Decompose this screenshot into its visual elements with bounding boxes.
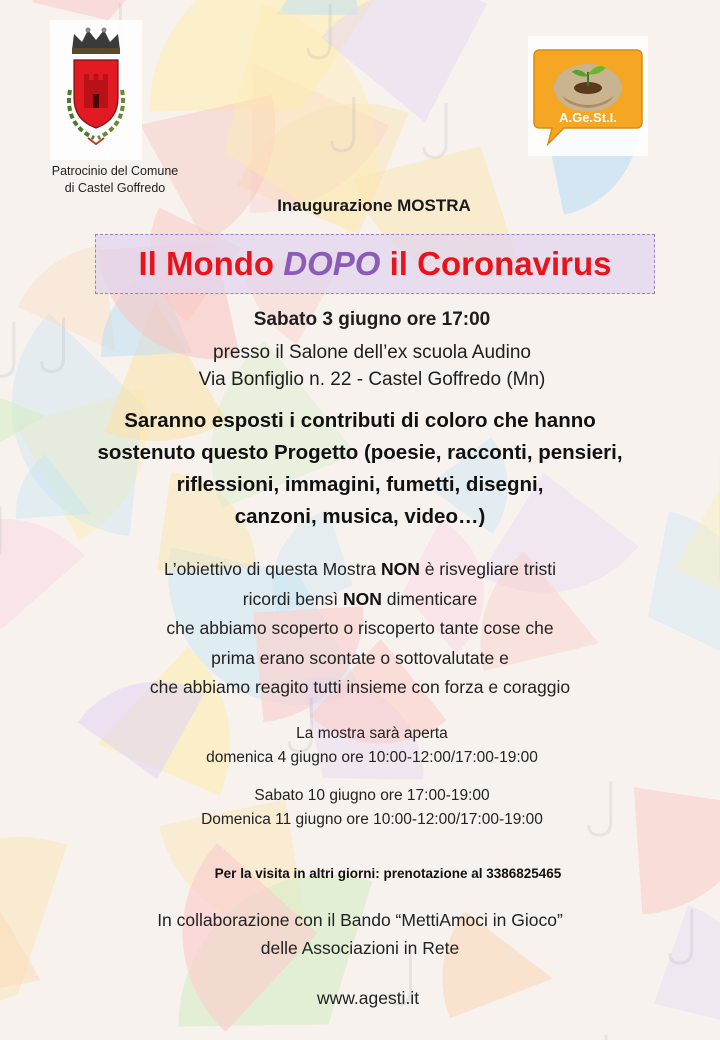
title-part-1: Il Mondo [138,245,284,282]
opening-hours [12,722,720,832]
event-title [138,245,611,283]
agesti-logo-text: A.Ge.St.I. [559,110,617,125]
hours-intro: La mostra sarà aperta [296,725,448,742]
patronage-caption [20,163,210,197]
town-crest-logo [50,20,142,160]
title-part-2: il Coronavirus [380,245,612,282]
patronage-line-1: Patrocinio del Comune [51,164,179,178]
booking-info: Per la visita in altri giorni: prenotazione al 3386825465 [214,866,562,881]
exhibit-line-1: Saranno esposti i contributi di coloro che hanno [124,409,596,432]
event-date: Sabato 3 giugno ore 17:00 [253,309,491,330]
goal-line-1-emphasis: NON [380,559,420,579]
hours-line-1: domenica 4 giugno ore 10:00-12:00/17:00-19:00 [206,749,538,766]
website-link[interactable]: www.agesti.it [316,988,420,1008]
goal-line-1-a: L’obiettivo di questa Mostra [164,559,381,579]
inauguration-kicker: Inaugurazione MOSTRA [277,196,471,215]
event-venue [12,339,720,393]
hours-line-2: Sabato 10 giugno ore 17:00-19:00 [254,787,490,804]
hours-line-3: Domenica 11 giugno ore 10:00-12:00/17:00-19:00 [201,811,543,828]
goal-line-2-emphasis: NON [342,588,382,609]
agesti-logo [528,36,648,156]
goal-line-1-c: è risvegliare tristi [419,559,556,579]
goal-line-2-c: dimenticare [381,588,478,609]
exhibit-line-4: canzoni, musica, video…) [234,505,486,528]
collaboration-credit [0,906,720,962]
exhibit-line-2: sostenuto questo Progetto (poesie, racconti, pensieri, [97,441,623,464]
seedling-hands-icon [528,36,648,156]
collab-line-2: delle Associazioni in Rete [260,938,460,958]
venue-line-1: presso il Salone dell’ex scuola Audino [213,342,531,363]
event-title-box [95,234,655,294]
goal-line-1 [20,555,700,585]
goal-line-4: prima erano scontate o sottovalutate e [211,647,509,668]
exhibit-goal [20,555,700,703]
venue-line-2: Via Bonfiglio n. 22 - Castel Goffredo (Mn) [198,369,546,390]
goal-line-2-a: ricordi bensì [242,588,343,609]
town-crest-icon [50,20,142,160]
patronage-line-2: di Castel Goffredo [64,181,166,195]
exhibit-line-3: riflessioni, immagini, fumetti, disegni, [176,473,544,496]
goal-line-5: che abbiamo reagito tutti insieme con forza e coraggio [149,677,571,697]
title-highlight: DOPO [283,245,381,282]
goal-line-3: che abbiamo scoperto o riscoperto tante cose che [166,618,554,638]
goal-line-2 [20,585,700,615]
exhibit-description [30,405,690,533]
collab-line-1: In collaborazione con il Bando “MettiAmoci in Gioco” [157,910,563,930]
